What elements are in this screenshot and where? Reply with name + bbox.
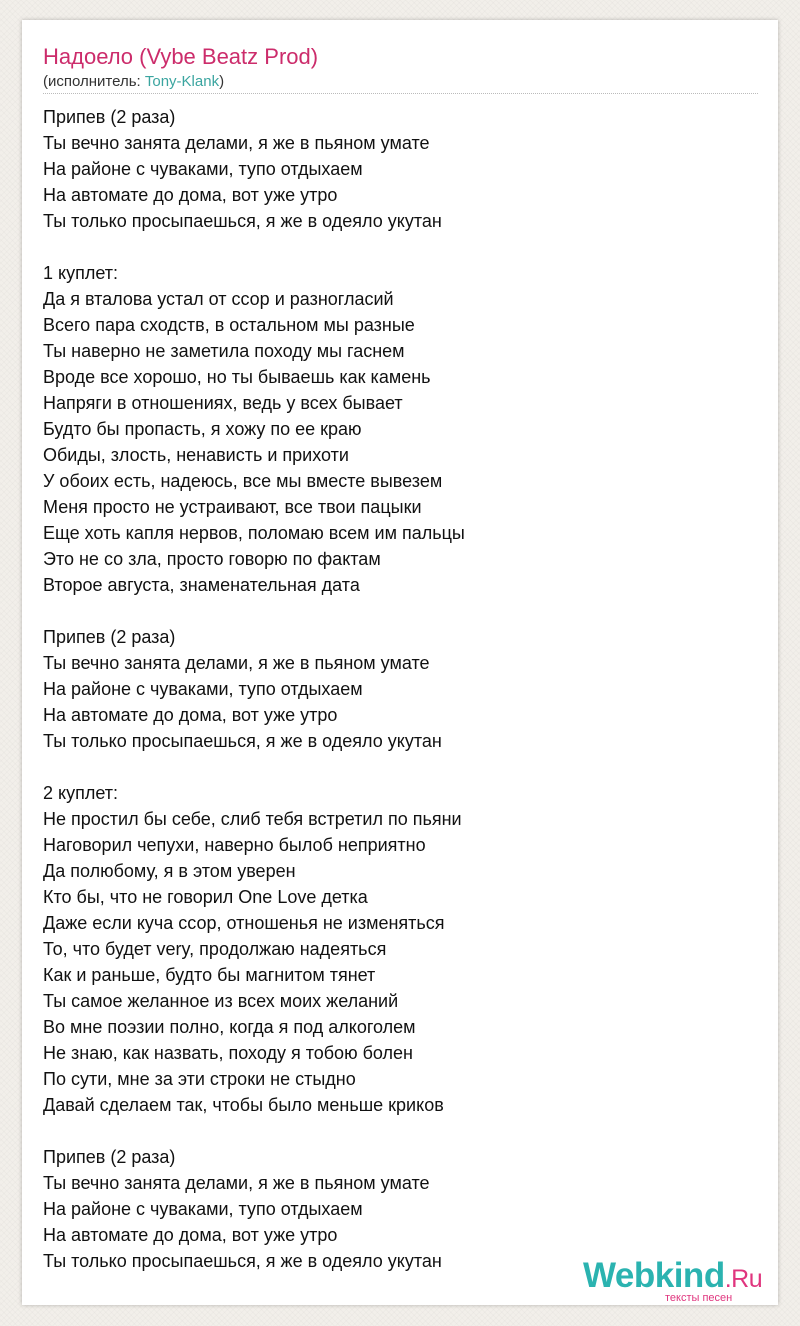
artist-line: [43, 72, 224, 92]
lyrics-line: По сути, мне за эти строки не стыдно: [43, 1069, 356, 1089]
lyrics-line: Напряги в отношениях, ведь у всех бывает: [43, 393, 403, 413]
lyrics-line: Это не со зла, просто говорю по фактам: [43, 549, 381, 569]
header-divider: [43, 93, 758, 94]
lyrics-line: На автомате до дома, вот уже утро: [43, 185, 338, 205]
lyrics-line: Вроде все хорошо, но ты бываешь как камень: [43, 367, 431, 387]
lyrics-line: Второе августа, знаменательная дата: [43, 575, 360, 595]
lyrics-line: Даже если куча ссор, отношенья не изменяться: [43, 913, 445, 933]
lyrics-line: Ты вечно занята делами, я же в пьяном умате: [43, 653, 430, 673]
logo-main-text: Webkind: [583, 1256, 725, 1295]
song-title: Надоело (Vybe Beatz Prod): [43, 44, 319, 69]
artist-link[interactable]: Tony-Klank: [144, 73, 220, 90]
lyrics-line: Ты самое желанное из всех моих желаний: [43, 991, 399, 1011]
lyrics-line: Обиды, злость, ненависть и прихоти: [43, 445, 349, 465]
logo-tagline: тексты песен: [665, 1292, 733, 1304]
lyrics-line: Кто бы, что не говорил One Love детка: [43, 887, 368, 907]
artist-suffix: ): [219, 73, 225, 90]
lyrics-line: Припев (2 раза): [43, 107, 176, 127]
lyrics-line: На автомате до дома, вот уже утро: [43, 705, 338, 725]
lyrics-line: На автомате до дома, вот уже утро: [43, 1225, 338, 1245]
lyrics-line: То, что будет very, продолжаю надеяться: [43, 939, 387, 959]
lyrics-line: Не знаю, как назвать, походу я тобою болен: [43, 1043, 413, 1063]
lyrics-blank-line: [43, 754, 465, 780]
lyrics-blank-line: [43, 1118, 465, 1144]
lyrics-line: Всего пара сходств, в остальном мы разные: [43, 315, 415, 335]
lyrics-line: Да полюбому, я в этом уверен: [43, 861, 296, 881]
lyrics-line: Ты вечно занята делами, я же в пьяном умате: [43, 1173, 430, 1193]
lyrics-blank-line: [43, 598, 465, 624]
lyrics-line: Да я вталова устал от ссор и разногласий: [43, 289, 394, 309]
lyrics-blank-line: [43, 234, 465, 260]
lyrics-line: Ты наверно не заметила походу мы гаснем: [43, 341, 405, 361]
lyrics-line: Давай сделаем так, чтобы было меньше криков: [43, 1095, 444, 1115]
lyrics-line: Не простил бы себе, слиб тебя встретил по пьяни: [43, 809, 462, 829]
lyrics-line: Ты только просыпаешься, я же в одеяло укутан: [43, 211, 442, 231]
lyrics-line: 2 куплет:: [43, 783, 118, 803]
site-logo[interactable]: [583, 1255, 778, 1305]
lyrics-line: Во мне поэзии полно, когда я под алкоголем: [43, 1017, 416, 1037]
lyrics-line: Припев (2 раза): [43, 627, 176, 647]
lyrics-line: Еще хоть капля нервов, поломаю всем им пальцы: [43, 523, 465, 543]
logo-tld: .Ru: [724, 1265, 763, 1293]
lyrics-line: Будто бы пропасть, я хожу по ее краю: [43, 419, 362, 439]
lyrics-line: Ты только просыпаешься, я же в одеяло укутан: [43, 1251, 442, 1271]
lyrics-text: [43, 104, 465, 1274]
lyrics-line: Меня просто не устраивают, все твои пацыки: [43, 497, 422, 517]
lyrics-line: У обоих есть, надеюсь, все мы вместе вывезем: [43, 471, 443, 491]
lyrics-line: Наговорил чепухи, наверно былоб неприятно: [43, 835, 426, 855]
artist-prefix: (исполнитель:: [43, 73, 145, 90]
lyrics-card: [22, 20, 778, 1305]
lyrics-line: Ты только просыпаешься, я же в одеяло укутан: [43, 731, 442, 751]
lyrics-line: На районе с чуваками, тупо отдыхаем: [43, 679, 363, 699]
lyrics-line: На районе с чуваками, тупо отдыхаем: [43, 1199, 363, 1219]
lyrics-line: Ты вечно занята делами, я же в пьяном умате: [43, 133, 430, 153]
lyrics-line: 1 куплет:: [43, 263, 118, 283]
lyrics-line: Припев (2 раза): [43, 1147, 176, 1167]
lyrics-line: На районе с чуваками, тупо отдыхаем: [43, 159, 363, 179]
lyrics-line: Как и раньше, будто бы магнитом тянет: [43, 965, 376, 985]
